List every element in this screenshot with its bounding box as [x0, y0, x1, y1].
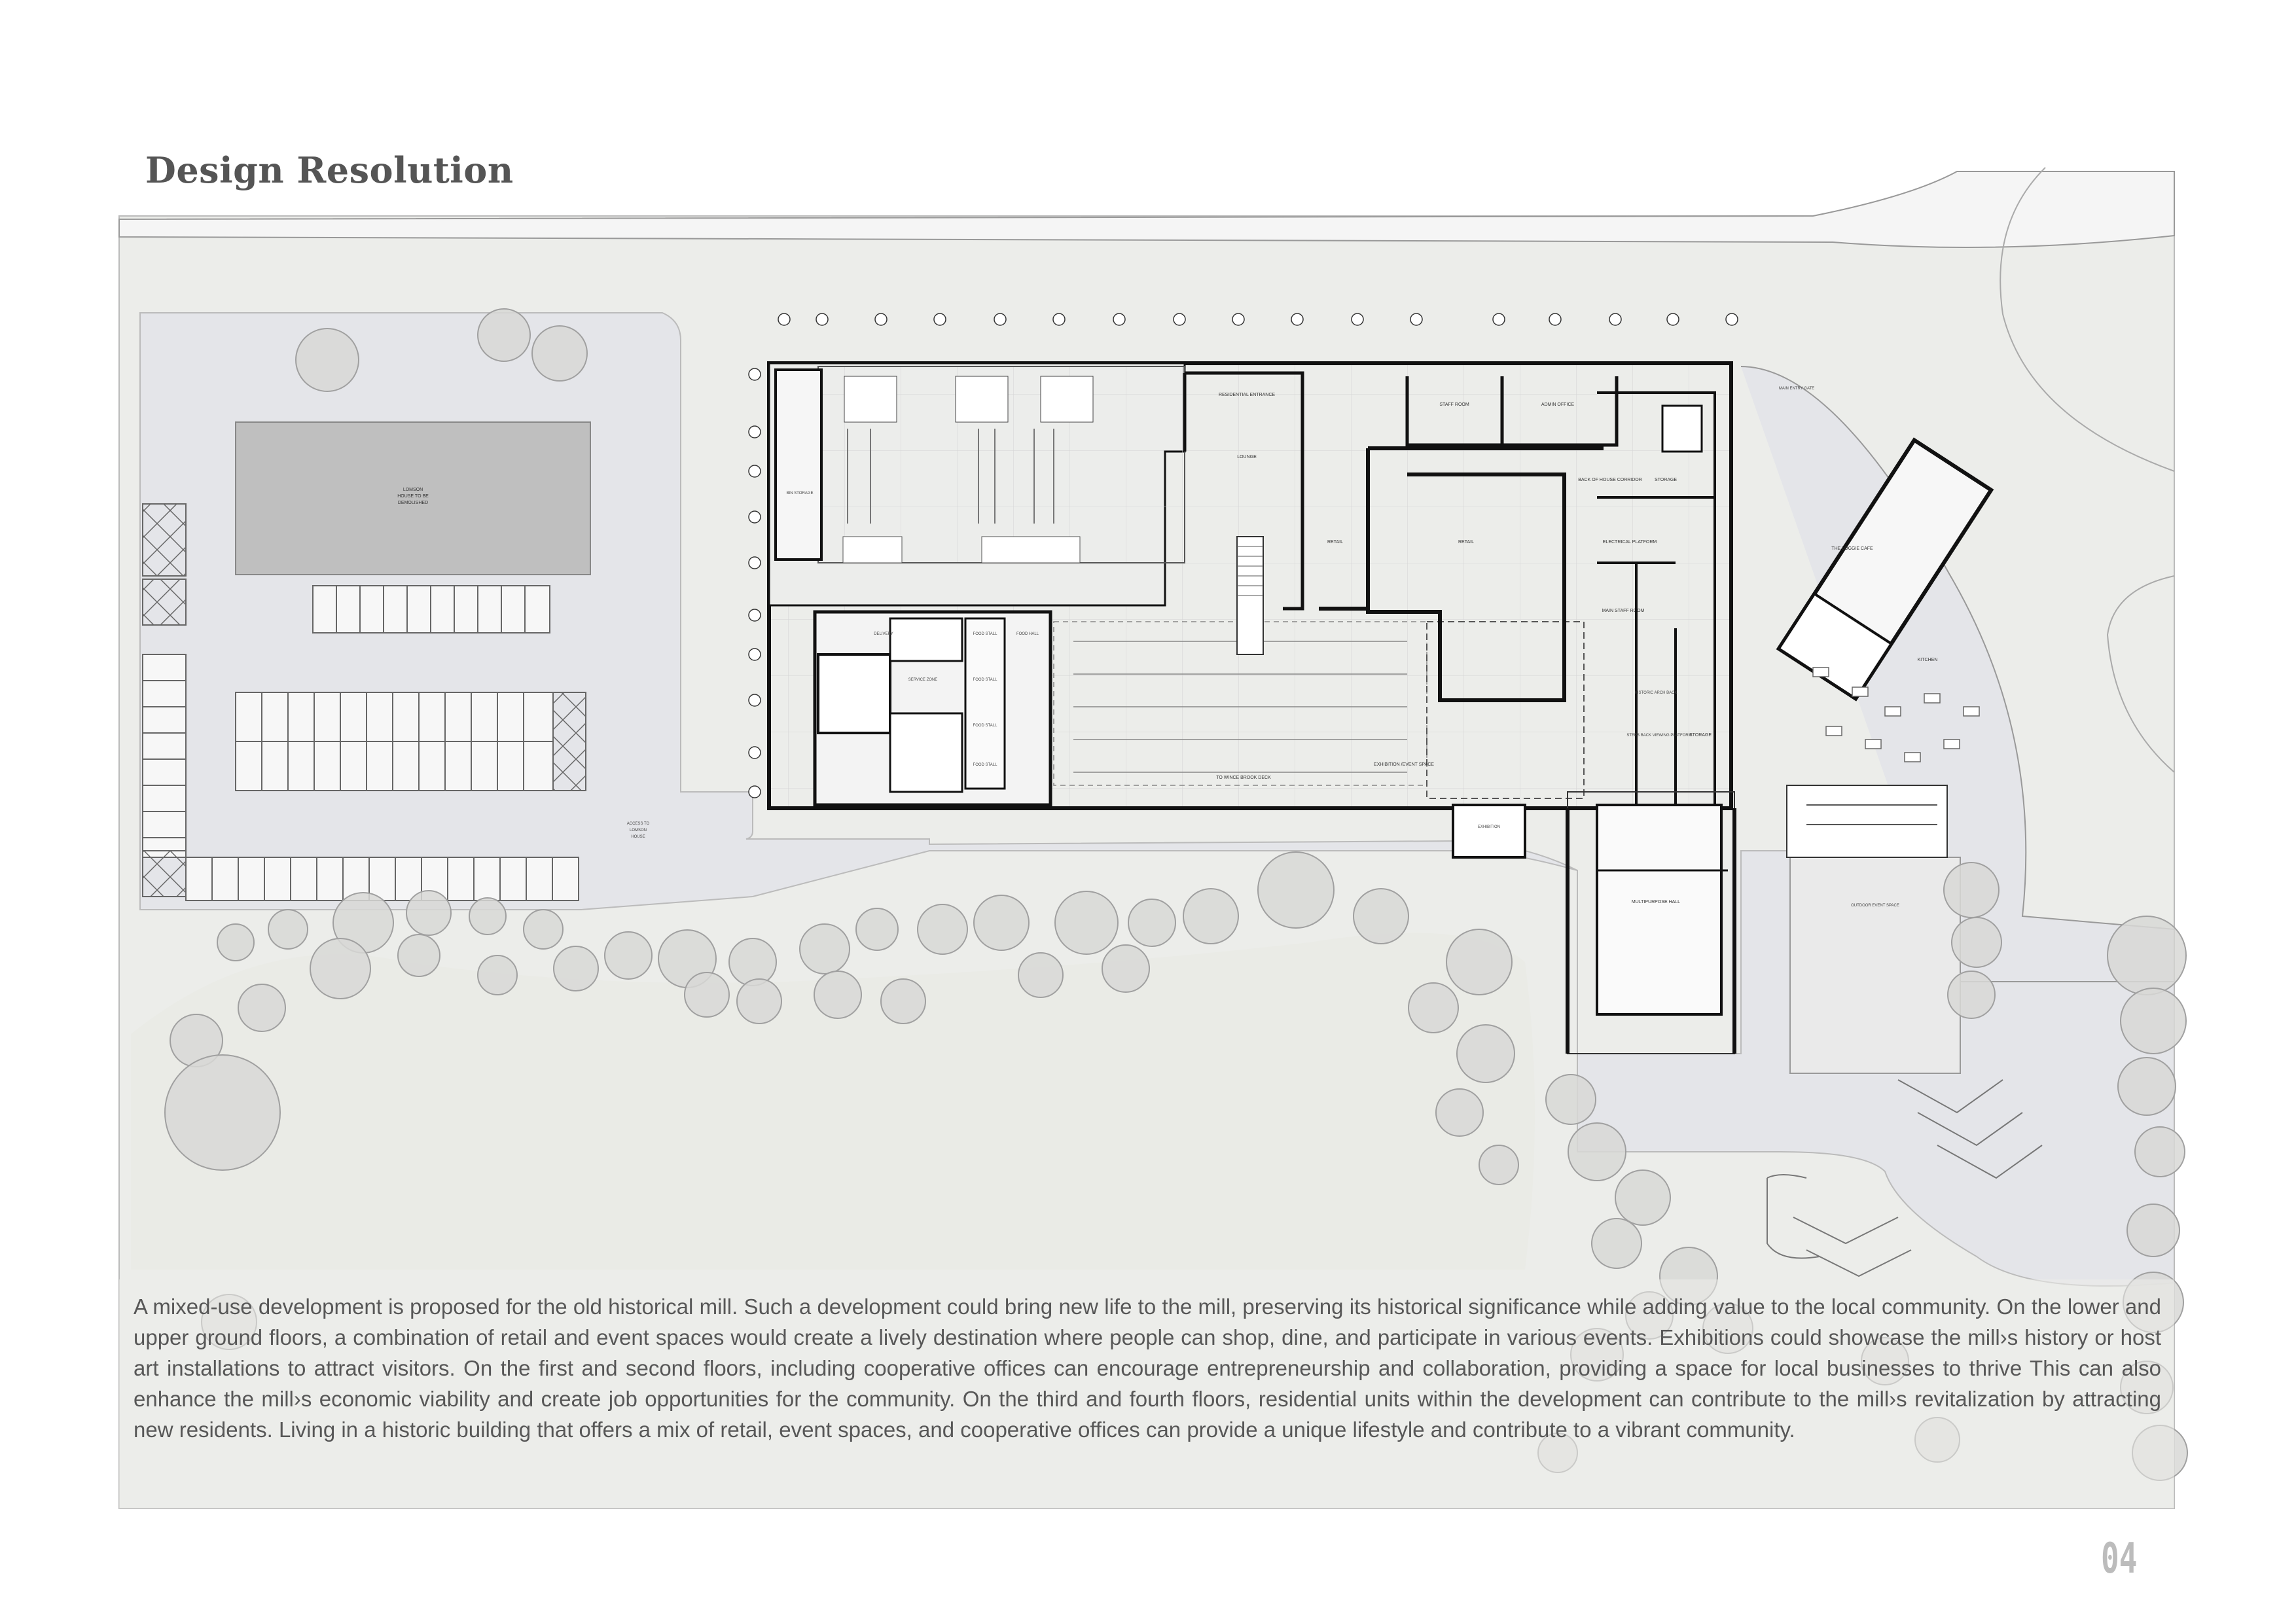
svg-text:KITCHEN: KITCHEN — [1917, 658, 1938, 662]
svg-text:FOOD STALL: FOOD STALL — [973, 632, 997, 636]
svg-text:DEMOLISHED: DEMOLISHED — [397, 501, 429, 505]
svg-text:FOOD HALL: FOOD HALL — [1016, 632, 1039, 636]
parking-bays-lower — [236, 692, 586, 791]
page-number: 04 — [2101, 1535, 2138, 1583]
svg-text:RESIDENTIAL ENTRANCE: RESIDENTIAL ENTRANCE — [1218, 393, 1276, 397]
svg-text:MAIN STAFF ROOM: MAIN STAFF ROOM — [1602, 609, 1645, 613]
svg-text:STAFF ROOM: STAFF ROOM — [1439, 402, 1469, 407]
svg-text:STEPS BACK VIEWING PLATFORM: STEPS BACK VIEWING PLATFORM — [1626, 734, 1692, 738]
svg-text:RETAIL: RETAIL — [1327, 540, 1343, 544]
main-building — [769, 363, 1731, 808]
outdoor-event-space — [1790, 857, 1960, 1073]
svg-text:ELECTRICAL PLATFORM: ELECTRICAL PLATFORM — [1602, 540, 1657, 544]
svg-text:FOOD STALL: FOOD STALL — [973, 763, 997, 767]
svg-text:LOMSON: LOMSON — [629, 829, 647, 832]
svg-text:EXHIBITION: EXHIBITION — [1477, 825, 1501, 829]
parking-bays-bottom — [186, 857, 579, 901]
svg-text:MAIN ENTRY GATE: MAIN ENTRY GATE — [1778, 387, 1815, 391]
svg-text:FOOD STALL: FOOD STALL — [973, 678, 997, 682]
svg-text:OUTDOOR EVENT SPACE: OUTDOOR EVENT SPACE — [1851, 904, 1899, 908]
top-road — [119, 171, 2174, 247]
svg-text:BACK OF HOUSE CORRIDOR: BACK OF HOUSE CORRIDOR — [1578, 478, 1642, 482]
svg-text:TO WINCE BROOK DECK: TO WINCE BROOK DECK — [1216, 776, 1271, 780]
bin-storage-label: BIN STORAGE — [786, 491, 814, 495]
svg-text:SERVICE ZONE: SERVICE ZONE — [908, 678, 938, 682]
svg-text:HOUSE TO BE: HOUSE TO BE — [397, 494, 429, 499]
svg-text:EXHIBITION /EVENT SPACE: EXHIBITION /EVENT SPACE — [1374, 762, 1434, 767]
page-title: Design Resolution — [145, 149, 514, 191]
access-label: ACCESS TO — [626, 822, 650, 826]
svg-text:LOUNGE: LOUNGE — [1237, 455, 1257, 459]
svg-text:ADMIN OFFICE: ADMIN OFFICE — [1541, 402, 1575, 407]
lomson-house-label: LOMSON — [403, 488, 423, 492]
parking-bays-left — [143, 504, 186, 897]
svg-text:HOUSE: HOUSE — [631, 835, 645, 839]
svg-text:STORAGE: STORAGE — [1654, 478, 1677, 482]
svg-text:RETAIL: RETAIL — [1458, 540, 1474, 544]
svg-text:MULTIPURPOSE HALL: MULTIPURPOSE HALL — [1631, 900, 1681, 904]
description-paragraph: A mixed-use development is proposed for the old historical mill. Such a development could bring new life to the mill, preserving its historical significance while adding value to the local community. On the lower and upper ground floors, a combination of retail and event spaces would create a lively destination where people can shop, dine, and participate in various events. Exhibitions could showcase the mill›s history or host art installations to attract visitors. On the first and second floors, including cooperative offices can encourage entrepreneurship and collaboration, providing a space for local businesses to thrive This can also enhance the mill›s economic viability and create job opportunities for the community. On the third and fourth floors, residential units within the development can contribute to the mill›s revitalization by attracting new residents. Living in a historic building that offers a mix of retail, event spaces, and cooperative offices can provide a unique lifestyle and contribute to a vibrant community. — [134, 1294, 2161, 1442]
svg-text:THE LOGGIE CAFE: THE LOGGIE CAFE — [1831, 546, 1873, 551]
svg-text:FOOD STALL: FOOD STALL — [973, 724, 997, 728]
svg-text:DELIVERY: DELIVERY — [874, 632, 893, 636]
svg-text:STORAGE: STORAGE — [1689, 733, 1712, 738]
svg-text:HISTORIC ARCH BACK: HISTORIC ARCH BACK — [1634, 691, 1677, 695]
parking-bays-upper — [313, 586, 550, 633]
